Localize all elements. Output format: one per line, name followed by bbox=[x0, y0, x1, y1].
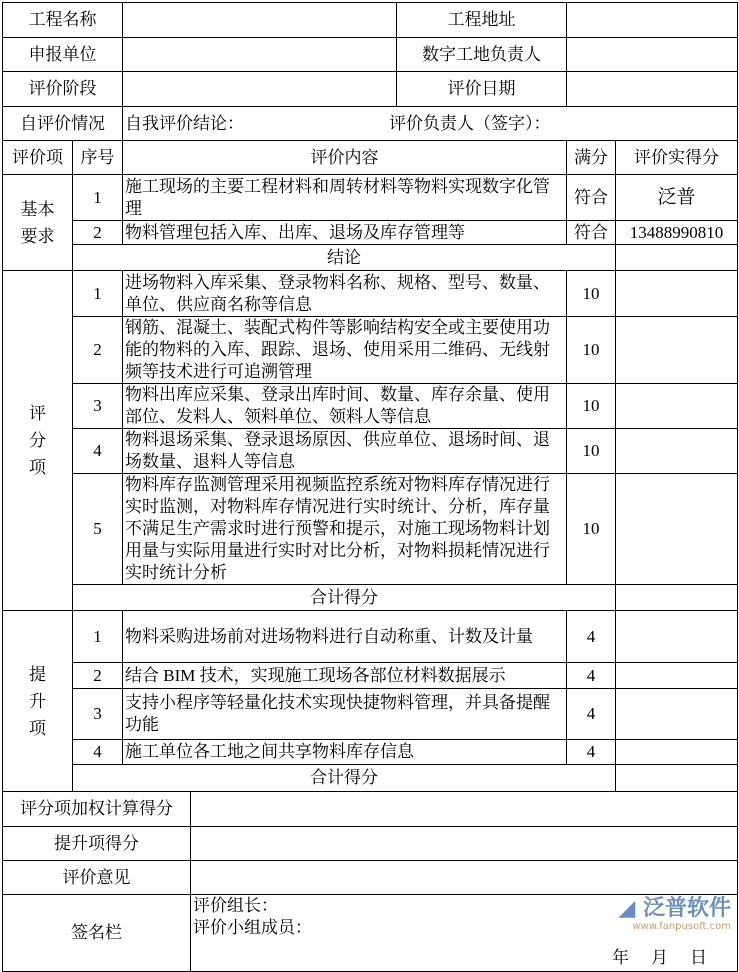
row-no: 1 bbox=[73, 271, 123, 317]
row-no: 2 bbox=[73, 317, 123, 384]
row-content: 结合 BIM 技术，实现施工现场各部位材料数据展示 bbox=[123, 663, 567, 689]
row-content: 进场物料入库采集、登录物料名称、规格、型号、数量、单位、供应商名称等信息 bbox=[123, 271, 567, 317]
upgrade-label: 提 升 项 bbox=[3, 611, 73, 792]
self-eval-field[interactable] bbox=[123, 107, 738, 141]
opinion-field[interactable] bbox=[191, 861, 738, 895]
row-score[interactable] bbox=[616, 317, 738, 384]
eval-stage-field[interactable] bbox=[123, 72, 397, 107]
upgrade-total-label: 合计得分 bbox=[73, 765, 616, 792]
upgrade-score-field[interactable] bbox=[191, 827, 738, 861]
row-score[interactable] bbox=[616, 271, 738, 317]
row-full: 10 bbox=[567, 474, 616, 585]
col-full: 满分 bbox=[567, 141, 616, 175]
row-content: 施工现场的主要工程材料和周转材料等物料实现数字化管理 bbox=[123, 175, 567, 221]
row-full: 符合 bbox=[567, 175, 616, 221]
row-score[interactable] bbox=[616, 740, 738, 765]
weighted-score-label: 评分项加权计算得分 bbox=[3, 792, 191, 827]
eval-stage-label: 评价阶段 bbox=[3, 72, 123, 107]
project-name-label: 工程名称 bbox=[3, 3, 123, 38]
row-full: 4 bbox=[567, 740, 616, 765]
row-full: 10 bbox=[567, 317, 616, 384]
row-content: 物料库存监测管理采用视频监控系统对物料库存情况进行实时监测，对物料库存情况进行实时统计、分析，库存量不满足生产需求时进行预警和提示，对施工现场物料计划用量与实际用量进行实时对比分析，对物料损耗情况进行实时统计分析 bbox=[123, 474, 567, 585]
row-content: 物料采购进场前对进场物料进行自动称重、计数及计量 bbox=[123, 611, 567, 663]
eval-date-label: 评价日期 bbox=[397, 72, 567, 107]
declaring-unit-label: 申报单位 bbox=[3, 38, 123, 72]
self-eval-conclusion: 自我评价结论： bbox=[125, 113, 244, 133]
row-score[interactable] bbox=[616, 611, 738, 663]
row-score[interactable] bbox=[616, 384, 738, 429]
upgrade-score-label: 提升项得分 bbox=[3, 827, 191, 861]
row-full: 符合 bbox=[567, 221, 616, 245]
row-full: 4 bbox=[567, 611, 616, 663]
self-eval-signer: 评价负责人（签字）： bbox=[389, 113, 551, 133]
leader-label: 评价组长： bbox=[193, 896, 278, 915]
scoring-label: 评 分 项 bbox=[3, 271, 73, 611]
scoring-total-field[interactable] bbox=[616, 585, 738, 611]
row-full: 10 bbox=[567, 271, 616, 317]
row-score[interactable] bbox=[616, 474, 738, 585]
basic-label: 基本要求 bbox=[3, 175, 73, 271]
project-address-label: 工程地址 bbox=[397, 3, 567, 38]
row-score[interactable] bbox=[616, 689, 738, 740]
row-content: 物料出库应采集、登录出库时间、数量、库存余量、使用部位、发料人、领料单位、领料人等信息 bbox=[123, 384, 567, 429]
row-score[interactable] bbox=[616, 663, 738, 689]
manager-label: 数字工地负责人 bbox=[397, 38, 567, 72]
row-no: 2 bbox=[73, 663, 123, 689]
basic-conclusion-field[interactable] bbox=[616, 245, 738, 271]
row-no: 3 bbox=[73, 689, 123, 740]
signature-field[interactable] bbox=[191, 895, 738, 972]
evaluation-form bbox=[2, 2, 738, 972]
row-no: 4 bbox=[73, 740, 123, 765]
row-content: 物料退场采集、登录退场原因、供应单位、退场时间、退场数量、退料人等信息 bbox=[123, 429, 567, 474]
upgrade-total-field[interactable] bbox=[616, 765, 738, 792]
signature-label: 签名栏 bbox=[3, 895, 191, 972]
declaring-unit-field[interactable] bbox=[123, 38, 397, 72]
row-content: 施工单位各工地之间共享物料库存信息 bbox=[123, 740, 567, 765]
row-content: 支持小程序等轻量化技术实现快捷物料管理，并具备提醒功能 bbox=[123, 689, 567, 740]
col-score: 评价实得分 bbox=[616, 141, 738, 175]
project-name-field[interactable] bbox=[123, 3, 397, 38]
row-full: 10 bbox=[567, 384, 616, 429]
project-address-field[interactable] bbox=[567, 3, 738, 38]
row-full: 4 bbox=[567, 689, 616, 740]
col-no: 序号 bbox=[73, 141, 123, 175]
scoring-total-label: 合计得分 bbox=[73, 585, 616, 611]
col-content: 评价内容 bbox=[123, 141, 567, 175]
row-no: 4 bbox=[73, 429, 123, 474]
row-score[interactable]: 泛普 bbox=[616, 175, 738, 221]
manager-field[interactable] bbox=[567, 38, 738, 72]
basic-conclusion-label: 结论 bbox=[73, 245, 616, 271]
row-no: 1 bbox=[73, 611, 123, 663]
row-no: 3 bbox=[73, 384, 123, 429]
row-no: 1 bbox=[73, 175, 123, 221]
row-no: 5 bbox=[73, 474, 123, 585]
row-no: 2 bbox=[73, 221, 123, 245]
members-label: 评价小组成员： bbox=[193, 918, 312, 937]
self-eval-label: 自评价情况 bbox=[3, 107, 123, 141]
row-score[interactable] bbox=[616, 429, 738, 474]
col-item: 评价项 bbox=[3, 141, 73, 175]
row-full: 10 bbox=[567, 429, 616, 474]
row-content: 物料管理包括入库、出库、退场及库存管理等 bbox=[123, 221, 567, 245]
eval-date-field[interactable] bbox=[567, 72, 738, 107]
opinion-label: 评价意见 bbox=[3, 861, 191, 895]
row-content: 钢筋、混凝土、装配式构件等影响结构安全或主要使用功能的物料的入库、跟踪、退场、使用采用二维码、无线射频等技术进行可追溯管理 bbox=[123, 317, 567, 384]
weighted-score-field[interactable] bbox=[191, 792, 738, 827]
sign-date: 年 月 日 bbox=[612, 948, 707, 967]
fanpu-logo-watermark: ◢ 泛普软件 www.fanpusoft.com bbox=[618, 896, 731, 932]
row-full: 4 bbox=[567, 663, 616, 689]
row-score[interactable]: 13488990810 bbox=[616, 221, 738, 245]
